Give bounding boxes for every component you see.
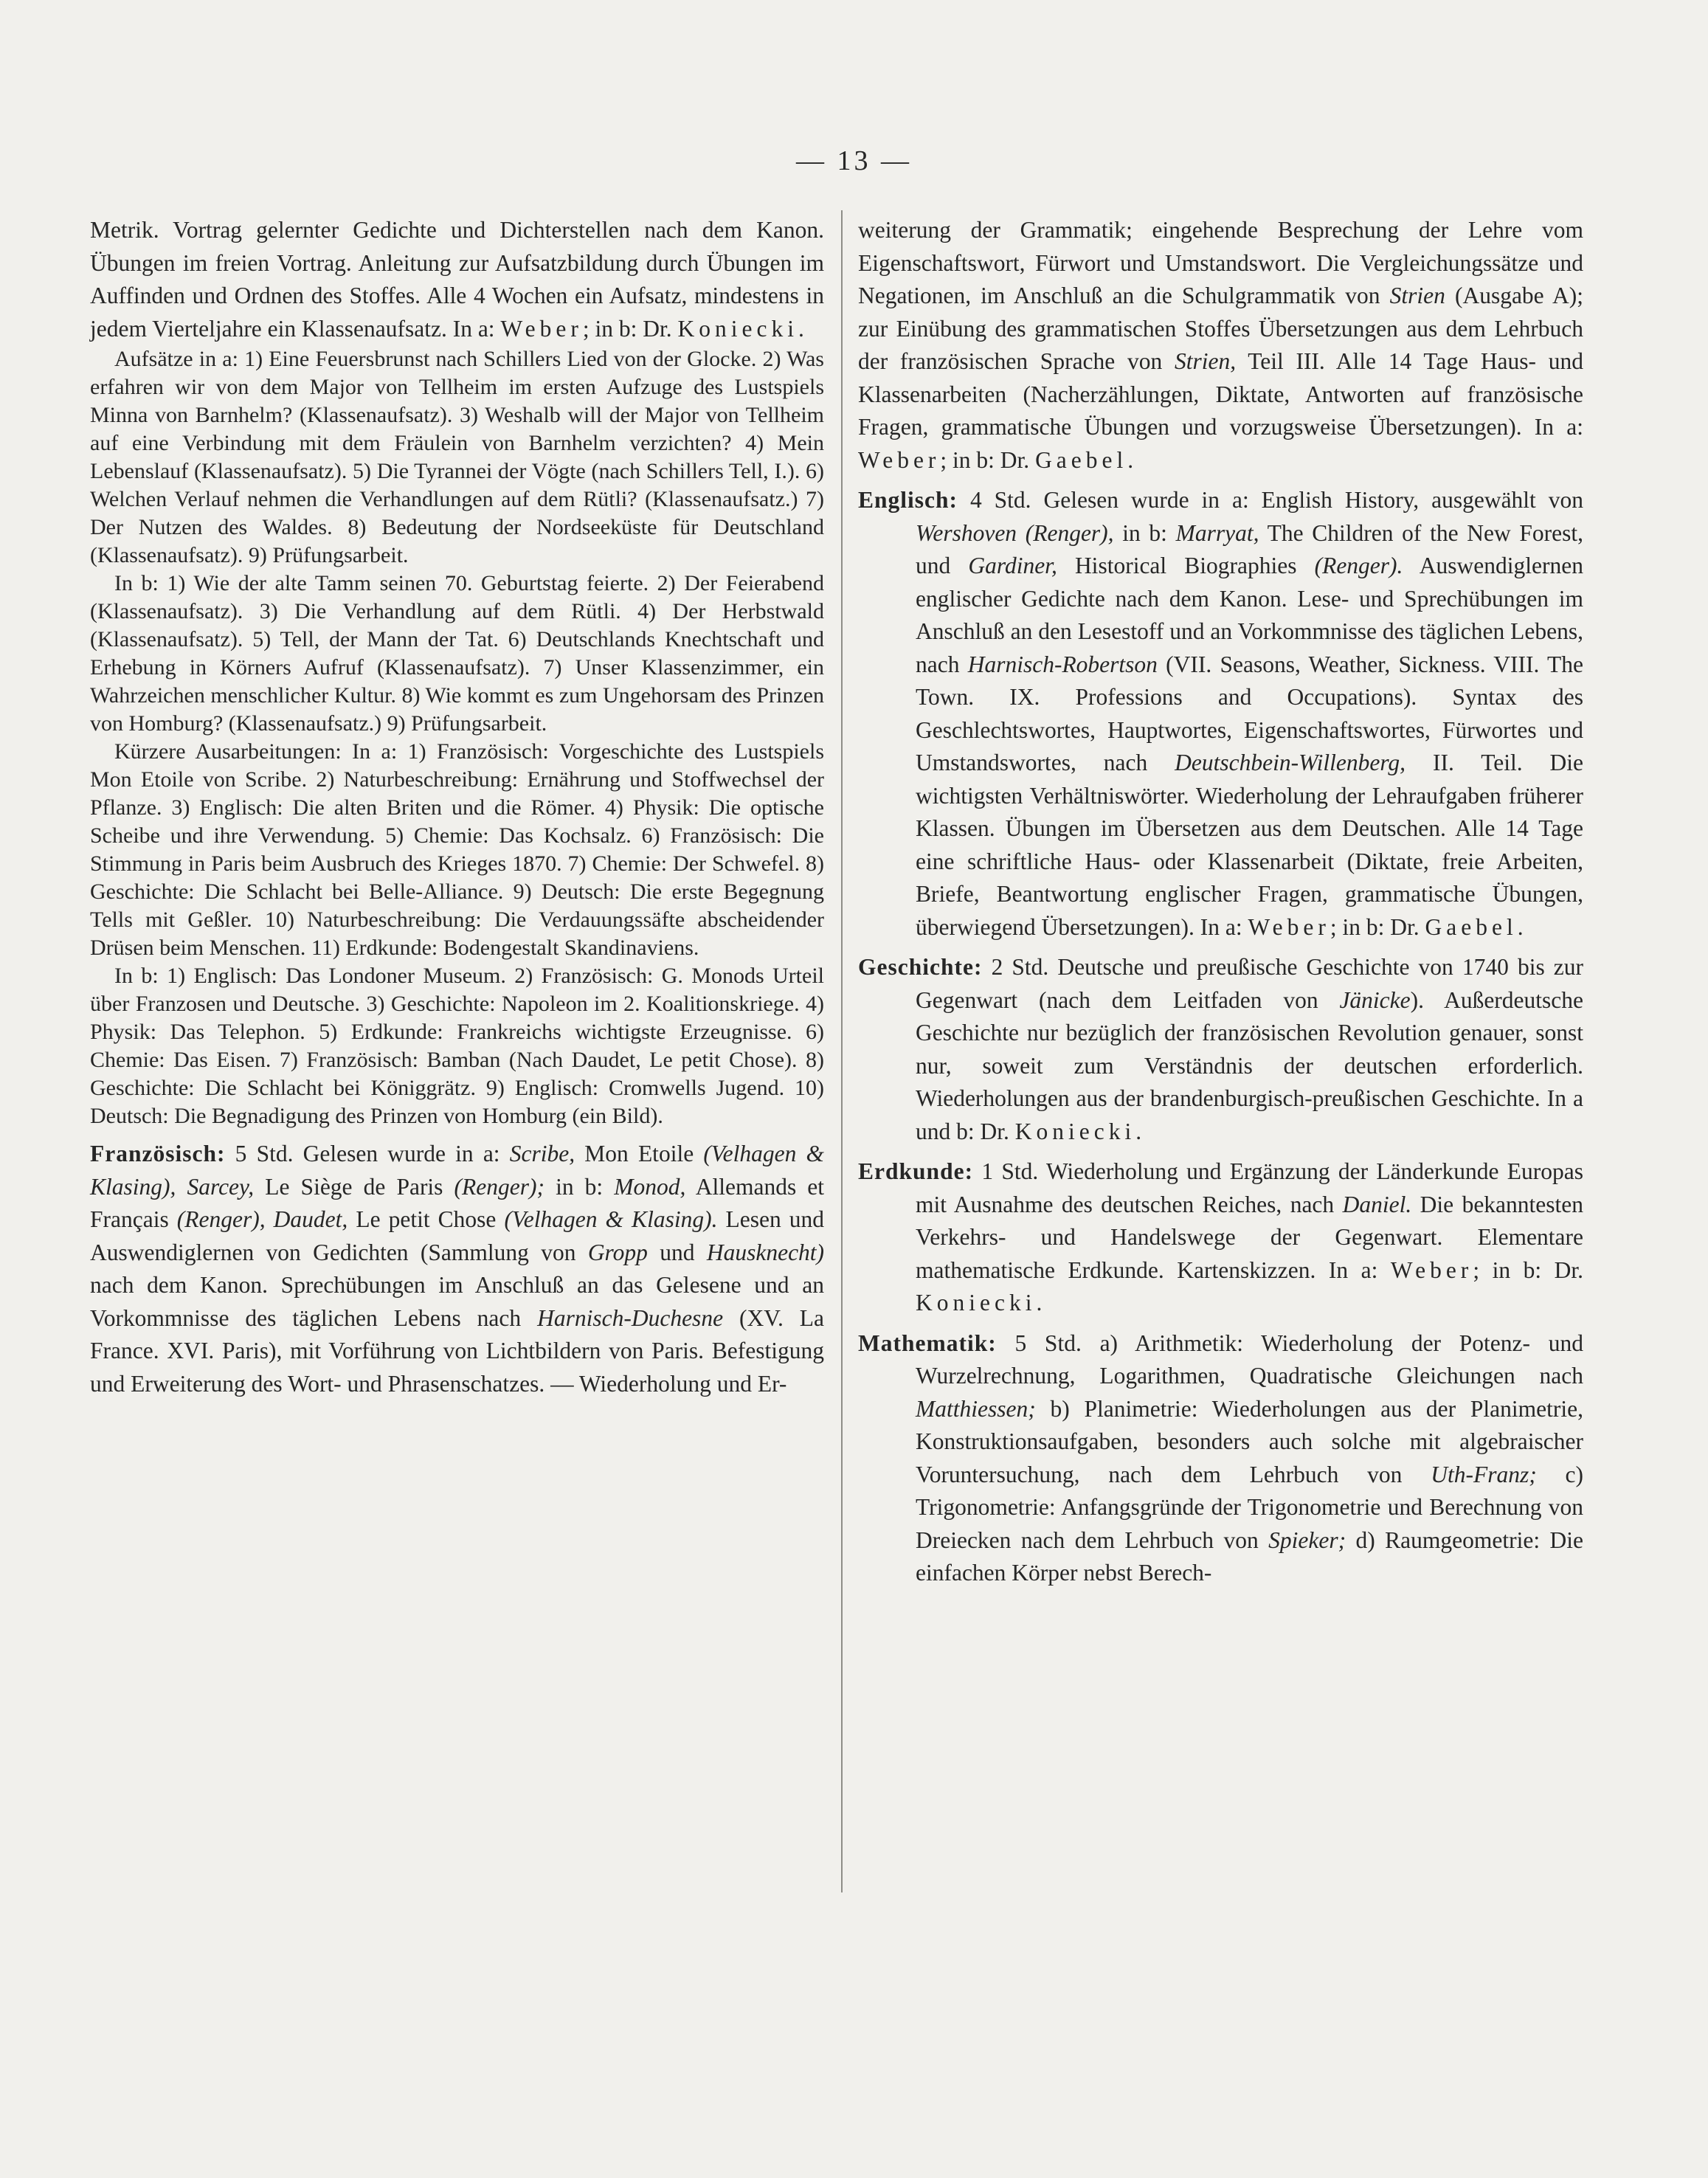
heading-geschichte: Geschichte: — [858, 954, 983, 980]
left-column — [90, 214, 824, 1400]
heading-franzoesisch: Französisch: — [90, 1141, 226, 1166]
section-geschichte: Geschichte: 2 Std. Deutsche und preußische Geschichte von 1740 bis zur Gegenwart (nach dem Leitfaden von Jänicke). Außerdeutsche Geschichte nur bezüglich der französischen Revolution genauer, sonst nur, soweit zum Verständnis der deutschen erforderlich. Wiederholungen aus der brandenburgisch-preußischen Geschichte. In a und b: Dr. Koniecki. — [858, 954, 1584, 1144]
section-mathematik: Mathematik: 5 Std. a) Arithmetik: Wiederholung der Potenz- und Wurzelrechnung, Logarithmen, Quadratische Gleichungen nach Matthiessen; b) Planimetrie: Wiederholungen aus der Planimetrie, Konstruktionsaufgaben, besonders auch solche mit algebraischer Voruntersuchung, nach dem Lehrbuch von Uth-Franz; c) Trigonometrie: Anfangsgründe der Trigonometrie und Berechnung von Dreiecken nach dem Lehrbuch von Spieker; d) Raumgeometrie: Die einfachen Körper nebst Berech- — [858, 1330, 1584, 1586]
section-erdkunde: Erdkunde: 1 Std. Wiederholung und Ergänzung der Länderkunde Europas mit Ausnahme des deutschen Reiches, nach Daniel. Die bekanntesten Verkehrs- und Handelswege der Gegenwart. Elementare mathematische Erdkunde. Kartenskizzen. In a: Weber; in b: Dr. Koniecki. — [858, 1158, 1584, 1316]
heading-erdkunde: Erdkunde: — [858, 1158, 974, 1184]
heading-englisch: Englisch: — [858, 487, 958, 513]
heading-mathematik: Mathematik: — [858, 1330, 997, 1356]
right-column — [858, 214, 1583, 1590]
section-franzoesisch: Französisch: 5 Std. Gelesen wurde in a: Scribe, Mon Etoile (Velhagen & Klasing), Sarcey, Le Siège de Paris (Renger); in b: Monod, Allemands et Français (Renger), Daudet, Le petit Chose (Velhagen & Klasing). Lesen und Auswendiglernen von Gedichten (Sammlung von Gropp und Hausknecht) nach dem Kanon. Sprechübungen im Anschluß an das Gelesene und an Vorkommnisse des täglichen Lebens nach Harnisch-Duchesne (XV. La France. XVI. Paris), mit Vorführung von Lichtbildern von Paris. Befestigung und Erweiterung des Wort- und Phrasenschatzes. — Wiederholung und Er- — [90, 1141, 825, 1397]
page-number: — 13 — — [796, 145, 912, 176]
paragraph-kuerzere-a: Kürzere Ausarbeitungen: In a: 1) Französisch: Vorgeschichte des Lustspiels Mon Etoile von Scribe. 2) Naturbeschreibung: Ernährung und Stoffwechsel der Pflanze. 3) Englisch: Die alten Briten und die Römer. 4) Physik: Die optische Scheibe und ihre Verwendung. 5) Chemie: Das Kochsalz. 6) Französisch: Die Stimmung in Paris beim Ausbruch des Krieges 1870. 7) Chemie: Der Schwefel. 8) Geschichte: Die Schlacht bei Belle-Alliance. 9) Deutsch: Die erste Begegnung Tells mit Geßler. 10) Naturbeschreibung: Die Verdauungssäfte abscheidender Drüsen beim Menschen. 11) Erdkunde: Bodengestalt Skandinaviens. — [90, 739, 824, 960]
paragraph-aufsaetze-a: Aufsätze in a: 1) Eine Feuersbrunst nach Schillers Lied von der Glocke. 2) Was erfahren wir von dem Major von Tellheim im ersten Aufzuge des Lustspiels Minna von Barnhelm? (Klassenaufsatz). 3) Weshalb will der Major von Tellheim auf eine Verbindung mit dem Fräulein von Barnhelm verzichten? 4) Mein Lebenslauf (Klassenaufsatz). 5) Die Tyrannei der Vögte (nach Schillers Tell, I.). 6) Welchen Verlauf nehmen die Verhandlungen auf dem Rütli? (Klassenaufsatz.) 7) Der Nutzen des Waldes. 8) Bedeutung der Nordseeküste für Deutschland (Klassenaufsatz). 9) Prüfungsarbeit. — [90, 347, 824, 567]
column-divider — [841, 210, 843, 1892]
paragraph-aufsaetze-b: In b: 1) Wie der alte Tamm seinen 70. Geburtstag feierte. 2) Der Feierabend (Klassenaufsatz). 3) Die Verhandlung auf dem Rütli. 4) Der Herbstwald (Klassenaufsatz). 5) Tell, der Mann der Tat. 6) Deutschlands Knechtschaft und Erhebung in Körners Aufruf (Klassenaufsatz). 7) Unser Klassenzimmer, ein Wahrzeichen menschlicher Kultur. 8) Wie kommt es zum Ungehorsam des Prinzen von Homburg? (Klassenaufsatz.) 9) Prüfungsarbeit. — [90, 571, 824, 736]
section-englisch: Englisch: 4 Std. Gelesen wurde in a: English History, ausgewählt von Wershoven (Renger), in b: Marryat, The Children of the New Forest, und Gardiner, Historical Biographies (Renger). Auswendiglernen englischer Gedichte nach dem Kanon. Lese- und Sprechübungen im Anschluß an den Lesestoff und an Vorkommnisse des täglichen Lebens, nach Harnisch-Robertson (VII. Seasons, Weather, Sickness. VIII. The Town. IX. Professions and Occupations). Syntax des Geschlechtswortes, Hauptwortes, Eigenschaftswortes, Fürwortes und Umstandswortes, nach Deutschbein-Willenberg, II. Teil. Die wichtigsten Verhältniswörter. Wiederholung der Lehraufgaben früherer Klassen. Übungen im Übersetzen aus dem Deutschen. Alle 14 Tage eine schriftliche Haus- oder Klassenarbeit (Diktate, freie Arbeiten, Briefe, Beantwortung englischer Fragen, grammatische Übungen, überwiegend Übersetzungen). In a: Weber; in b: Dr. Gaebel. — [858, 487, 1584, 940]
paragraph-kuerzere-b: In b: 1) Englisch: Das Londoner Museum. 2) Französisch: G. Monods Urteil über Franzosen und Deutsche. 3) Geschichte: Napoleon im 2. Koalitionskriege. 4) Physik: Das Telephon. 5) Erdkunde: Frankreichs wichtigste Erzeugnisse. 6) Chemie: Das Eisen. 7) Französisch: Bamban (Nach Daudet, Le petit Chose). 8) Geschichte: Die Schlacht bei Königgrätz. 9) Englisch: Cromwells Jugend. 10) Deutsch: Die Begnadigung des Prinzen von Homburg (ein Bild). — [90, 964, 824, 1128]
paragraph-franzoesisch-continued: weiterung der Grammatik; eingehende Besprechung der Lehre vom Eigenschaftswort, Fürwort und Umstandswort. Die Vergleichungssätze und Negationen, im Anschluß an die Schulgrammatik von Strien (Ausgabe A); zur Einübung des grammatischen Stoffes Übersetzungen aus dem Lehrbuch der französischen Sprache von Strien, Teil III. Alle 14 Tage Haus- und Klassenarbeiten (Nacherzählungen, Diktate, Antworten auf französische Fragen, grammatische Übungen und vorzugsweise Übersetzungen). In a: Weber; in b: Dr. Gaebel. — [858, 217, 1584, 473]
paragraph-deutsch-continued: Metrik. Vortrag gelernter Gedichte und Dichterstellen nach dem Kanon. Übungen im freien Vortrag. Anleitung zur Aufsatzbildung durch Übungen im Auffinden und Ordnen des Stoffes. Alle 4 Wochen ein Aufsatz, mindestens in jedem Vierteljahre ein Klassenaufsatz. In a: Weber; in b: Dr. Koniecki. — [90, 217, 824, 342]
